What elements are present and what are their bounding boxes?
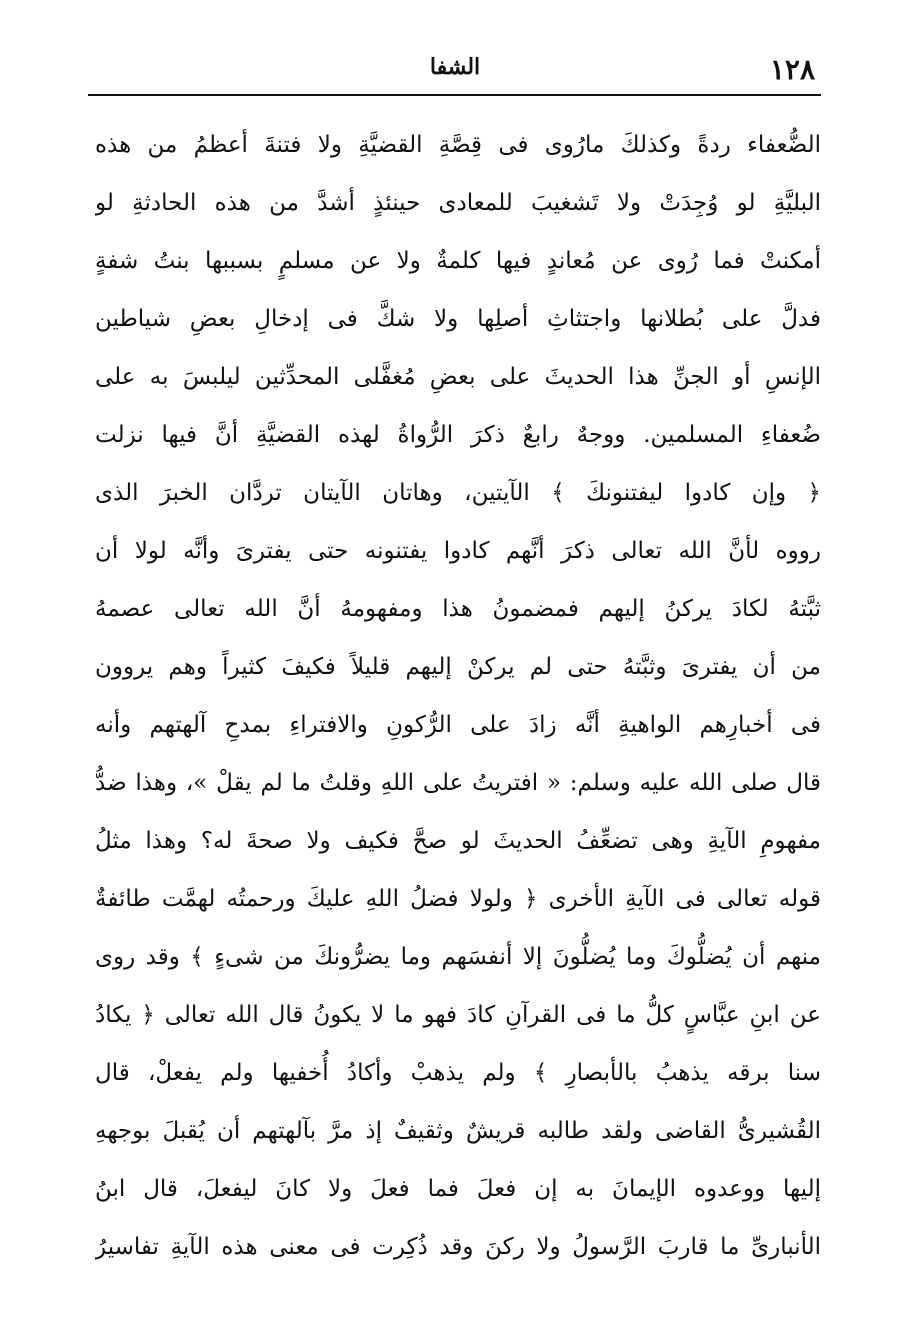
text-line-4: فدلَّ على بُطلانها واجتثاثِ أصلِها ولا شكَّ فى إدخالِ بعضِ شياطين [95, 306, 821, 332]
header-divider [88, 94, 821, 96]
running-title: الشفا [429, 54, 481, 80]
text-line-20: الأنبارىِّ ما قاربَ الرَّسولُ ولا ركنَ وقد ذُكِرت فى معنى هذه الآيةِ تفاسيرُ [95, 1234, 821, 1260]
text-line-15: منهم أن يُضلُّوكَ وما يُضلُّونَ إلا أنفسَهم وما يضرُّونكَ من شىءٍ ﴾ وقد روى [95, 944, 821, 970]
text-line-17: سنا برقه يذهبُ بالأبصارِ ﴾ ولم يذهبْ وأكادُ أُخفيها ولم يفعلْ، قال [95, 1060, 821, 1086]
text-line-8: رووه لأنَّ الله تعالى ذكرَ أنَّهم كادوا يفتنونه حتى يفترىَ وأنَّه لولا أن [95, 538, 821, 564]
text-line-5: الإنسِ أو الجنِّ هذا الحديثَ على بعضِ مُغفَّلى المحدِّثين ليلبسَ به على [95, 364, 821, 390]
page-number: ١٢٨ [769, 53, 815, 86]
text-line-18: القُشيرىُّ القاضى ولقد طالبه قريشٌ وثقيفٌ إذ مرَّ بآلهتهم أن يُقبلَ بوجههِ [95, 1118, 821, 1144]
text-line-7: ﴿ وإن كادوا ليفتنونكَ ﴾ الآيتين، وهاتان الآيتان تردَّان الخبرَ الذى [95, 480, 821, 506]
text-line-12: قال صلى الله عليه وسلم: « افتريتُ على اللهِ وقلتُ ما لم يقلْ »، وهذا ضدُّ [95, 770, 821, 796]
page-header [95, 50, 815, 92]
text-line-3: أمكنتْ فما رُوى عن مُعاندٍ فيها كلمةٌ ولا عن مسلمٍ بسببها بنتُ شفةٍ [95, 248, 821, 274]
text-line-6: ضُعفاءِ المسلمين. ووجهٌ رابعٌ ذكرَ الرُّواةُ لهذه القضيَّةِ أنَّ فيها نزلت [95, 422, 821, 448]
text-line-14: قوله تعالى فى الآيةِ الأخرى ﴿ ولولا فضلُ اللهِ عليكَ ورحمتُه لهمَّت طائفةٌ [95, 886, 821, 912]
text-line-13: مفهومِ الآيةِ وهى تضعِّفُ الحديثَ لو صحَّ فكيف ولا صحةَ له؟ وهذا مثلُ [95, 828, 821, 854]
text-line-9: ثبَّتهُ لكادَ يركنُ إليهم فمضمونُ هذا ومفهومهُ أنَّ الله تعالى عصمهُ [95, 596, 821, 622]
text-line-11: فى أخبارِهم الواهيةِ أنَّه زادَ على الرُّكونِ والافتراءِ بمدحِ آلهتهم وأنه [95, 712, 821, 738]
text-line-1: الضُّعفاء ردةً وكذلكَ مارُوى فى قِصَّةِ القضيَّةِ ولا فتنةَ أعظمُ من هذه [95, 132, 821, 158]
text-line-10: من أن يفترىَ وثبَّتهُ حتى لم يركنْ إليهم قليلاً فكيفَ كثيراً وهم يروون [95, 654, 821, 680]
text-line-2: البليَّةِ لو وُجِدَتْ ولا تَشغيبَ للمعادى حينئذٍ أشدَّ من هذه الحادثةِ لو [95, 190, 821, 216]
text-line-16: عن ابنِ عبَّاسٍ كلُّ ما فى القرآنِ كادَ فهو ما لا يكونُ قال الله تعالى ﴿ يكادُ [95, 1002, 821, 1028]
arabic-body-text [95, 118, 821, 1318]
text-line-19: إليها ووعدوه الإيمانَ به إن فعلَ فما فعلَ ولا كانَ ليفعلَ، قال ابنُ [95, 1176, 821, 1202]
